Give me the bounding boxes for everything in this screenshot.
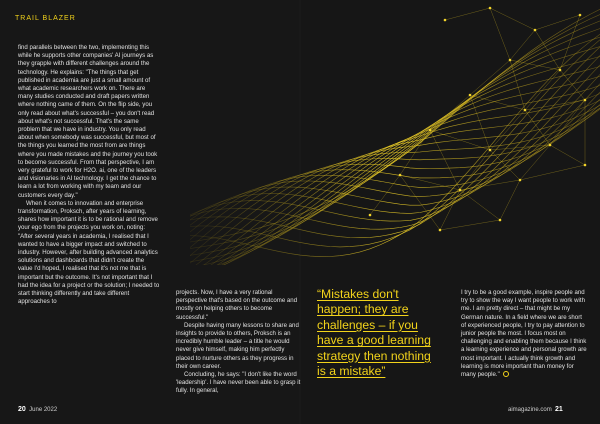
left-body-column <box>18 44 160 307</box>
pull-quote-line: is a mistake” <box>317 364 386 379</box>
paragraph: Concluding, he says: "I don't like the word 'leadership'. I have never been able to grasp it fully. In general, <box>176 371 301 395</box>
paragraph: find parallels between the two, implementing this while he supports other companies' AI journeys as they grapple with different challenges around the technology. He explains: "The things that get published in academia are just a small amount of what academic researchers work on. There are many studies conducted and draft papers written where nothing came of them. On the flip side, you only read about what's successful – you don't read about what's not successful. That's the same problem that we have in industry. You only read about when somebody was successful, but most of the things you learned the most from are things where you made mistakes and the journey you took to become successful. From that perspective, I am very grateful to work for H2O. ai, one of the leaders and visionaries in AI technology. I get the chance to learn a lot from working with my team and our customers every day." <box>18 44 158 199</box>
network-node <box>509 59 512 62</box>
network-edge <box>430 130 490 150</box>
network-edge <box>535 15 580 30</box>
pull-quote-line: happen; they are <box>317 302 409 317</box>
wave-line <box>190 109 600 256</box>
network-node <box>524 109 527 112</box>
paragraph: projects. Now, I have a very rational perspective that's based on the outcome and mostly on helping others to become successful." <box>176 289 298 321</box>
right-page-number: 21 <box>555 406 563 413</box>
end-of-article-icon <box>503 371 509 377</box>
network-node <box>444 19 447 22</box>
network-node <box>584 99 587 102</box>
network-edge <box>550 145 585 165</box>
network-nodes <box>369 7 587 232</box>
pull-quote-line: “Mistakes don't <box>317 287 399 301</box>
wave-line <box>190 21 600 255</box>
wave-line <box>190 40 600 247</box>
paragraph: Despite having many lessons to share and insights to provide to others, Proksch is an incredibly humble leader – a title he would never give himself, making him perfectly placed to nurture others as they progress in their own career. <box>176 321 299 370</box>
wave-line <box>190 65 600 221</box>
pull-quote <box>317 287 455 379</box>
network-edge <box>430 95 470 130</box>
pull-quote-line: have a good learning <box>317 333 431 348</box>
network-node <box>489 7 492 10</box>
network-edge <box>490 8 510 60</box>
network-node <box>584 164 587 167</box>
network-edge <box>510 60 525 110</box>
wave-line <box>190 57 600 266</box>
section-kicker: TRAIL BLAZER <box>15 15 76 22</box>
network-node <box>469 94 472 97</box>
wave-line <box>190 100 600 265</box>
network-node <box>579 14 582 17</box>
pull-quote-line: strategy then nothing <box>317 348 431 363</box>
network-edge <box>490 8 535 30</box>
network-edge <box>500 180 520 220</box>
network-lines <box>370 8 585 230</box>
right-folio <box>508 406 563 413</box>
network-edge <box>445 8 490 20</box>
left-issue-date: June 2022 <box>29 407 58 413</box>
network-node <box>499 219 502 222</box>
network-edge <box>470 95 490 150</box>
wave-line <box>190 94 600 265</box>
network-edge <box>470 60 510 95</box>
network-edge <box>370 175 400 215</box>
network-edge <box>440 220 500 230</box>
wave-line <box>190 9 600 242</box>
network-edge <box>470 95 525 110</box>
network-node <box>459 189 462 192</box>
network-node <box>439 229 442 232</box>
network-node <box>489 149 492 152</box>
network-edge <box>460 190 500 220</box>
network-edge <box>510 30 535 60</box>
middle-body-column <box>176 289 304 396</box>
wave-line <box>190 56 600 230</box>
wireframe-wave-art <box>190 0 600 265</box>
right-body-column <box>461 289 587 379</box>
network-node <box>399 174 402 177</box>
wave-line <box>190 99 600 232</box>
wave-line <box>190 37 600 265</box>
network-node <box>534 29 537 32</box>
paragraph: I try to be a good example, inspire people and try to show the way I want people to work with me. I am pretty direct – that might be my German nature. In a field where we are short of experienced people, I try to pay attention to junior people the most. I focus most on challenging and enabling them because I think a learning experience and personal growth are most important. I actually think growth and learning is more important than money for many people." <box>461 289 587 379</box>
network-edge <box>430 130 460 190</box>
network-node <box>559 69 562 72</box>
wave-lines <box>190 9 600 265</box>
site-name: aimagazine.com <box>508 407 552 413</box>
network-edge <box>520 165 585 180</box>
network-node <box>369 214 372 217</box>
network-edge <box>510 60 560 70</box>
left-folio <box>18 406 57 413</box>
pull-quote-line: challenges – if you <box>317 317 418 332</box>
network-node <box>429 129 432 132</box>
paragraph: When it comes to innovation and enterprise transformation, Proksch, after years of learning, shares how important it is to be rational and remove your ego from the projects you work on, noting: "After several years in academia, I realised that I wanted to have a bigger impact and switched to industry. However, after building advanced analytics solutions and dashboards that didn't create the value I'd hoped, I realised that it's not me that is important but the outcome. It's not important that I had the idea for a project or the solution; I needed to start thinking differently and take different approaches to <box>18 199 160 306</box>
network-node <box>519 179 522 182</box>
left-page-number: 20 <box>18 406 26 413</box>
network-node <box>549 144 552 147</box>
